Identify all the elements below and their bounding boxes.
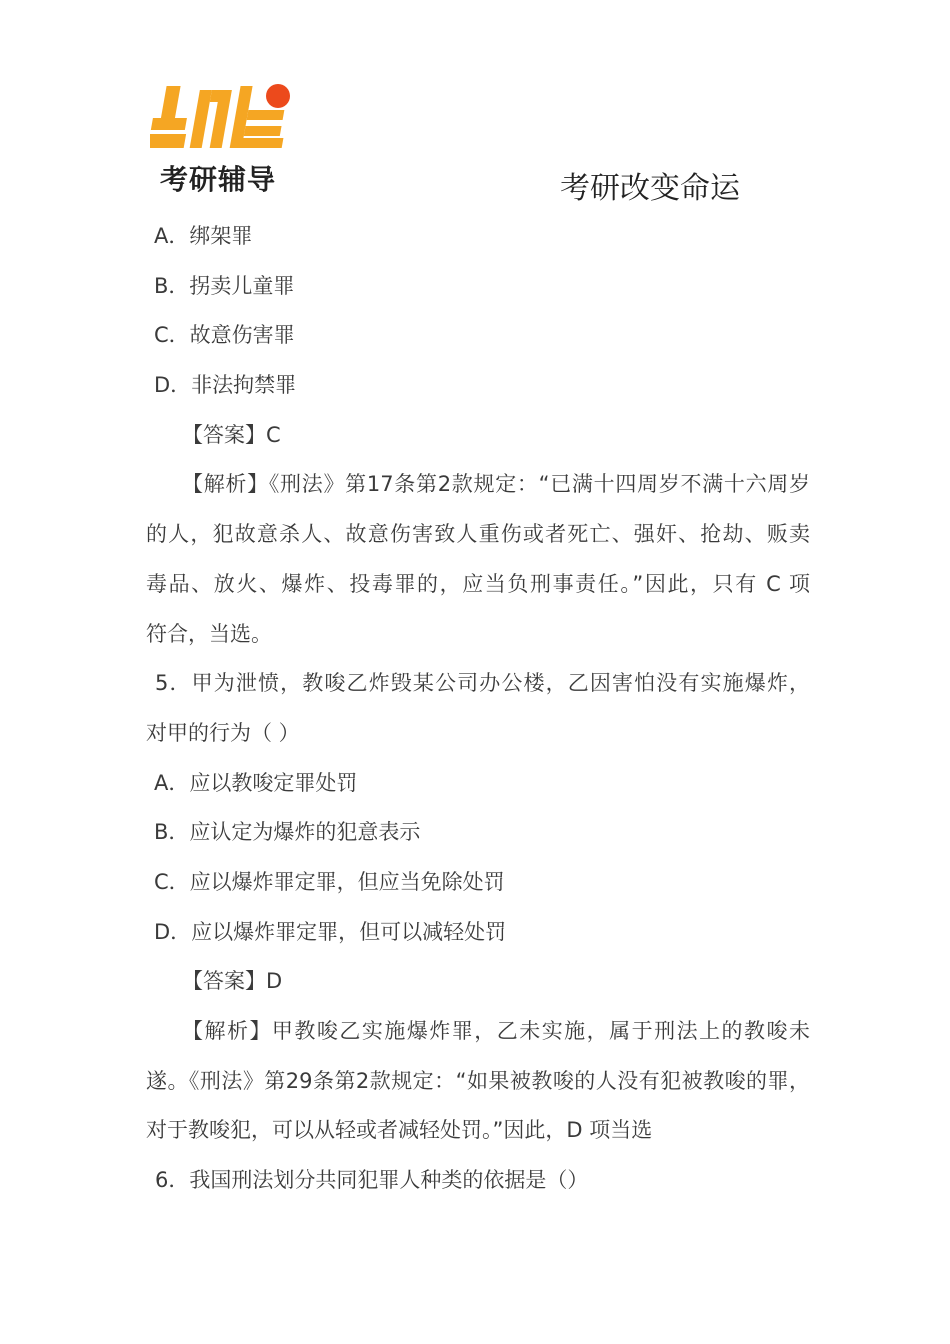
q4-analysis-line-1: 【解析】《刑法》第17条第2款规定：“已满十四周岁不满十六周岁	[182, 472, 810, 497]
document-body	[146, 212, 810, 1206]
q4-analysis-line-4: 符合，当选。	[146, 621, 272, 646]
q4-option-b: B．拐卖儿童罪	[154, 273, 295, 298]
q5-stem-line-2: 对甲的行为（ ）	[146, 720, 300, 745]
q5-option-c: C．应以爆炸罪定罪，但应当免除处罚	[154, 869, 505, 894]
q5-stem-line-1: 5．甲为泄愤，教唆乙炸毁某公司办公楼，乙因害怕没有实施爆炸，	[155, 671, 810, 696]
q5-analysis-line-3: 对于教唆犯，可以从轻或者减轻处罚。”因此，D 项当选	[146, 1118, 653, 1143]
q4-option-d: D．非法拘禁罪	[154, 373, 297, 398]
logo	[150, 78, 300, 198]
q5-option-b: B．应认定为爆炸的犯意表示	[154, 820, 421, 845]
q4-analysis-line-3: 毒品、放火、爆炸、投毒罪的，应当负刑事责任。”因此，只有 C 项	[146, 571, 810, 596]
q5-option-a: A．应以教唆定罪处罚	[154, 770, 358, 795]
logo-graphic	[150, 78, 300, 158]
q4-answer: 【答案】C	[182, 422, 281, 447]
q5-answer: 【答案】D	[182, 969, 283, 994]
q5-analysis-line-1: 【解析】甲教唆乙实施爆炸罪，乙未实施，属于刑法上的教唆未	[182, 1019, 810, 1043]
q4-option-a: A．绑架罪	[154, 224, 253, 248]
q4-analysis-line-2: 的人，犯故意杀人、故意伤害致人重伤或者死亡、强奸、抢劫、贩卖	[146, 522, 810, 547]
q4-option-c: C．故意伤害罪	[154, 323, 295, 348]
q5-analysis-line-2: 遂。《刑法》第29条第2款规定：“如果被教唆的人没有犯被教唆的罪，	[146, 1068, 810, 1093]
logo-subtitle: 考研辅导	[160, 163, 277, 196]
q6-stem: 6．我国刑法划分共同犯罪人种类的依据是（）	[155, 1168, 589, 1193]
q5-option-d: D．应以爆炸罪定罪，但可以减轻处罚	[154, 919, 507, 944]
slogan: 考研改变命运	[560, 171, 740, 206]
